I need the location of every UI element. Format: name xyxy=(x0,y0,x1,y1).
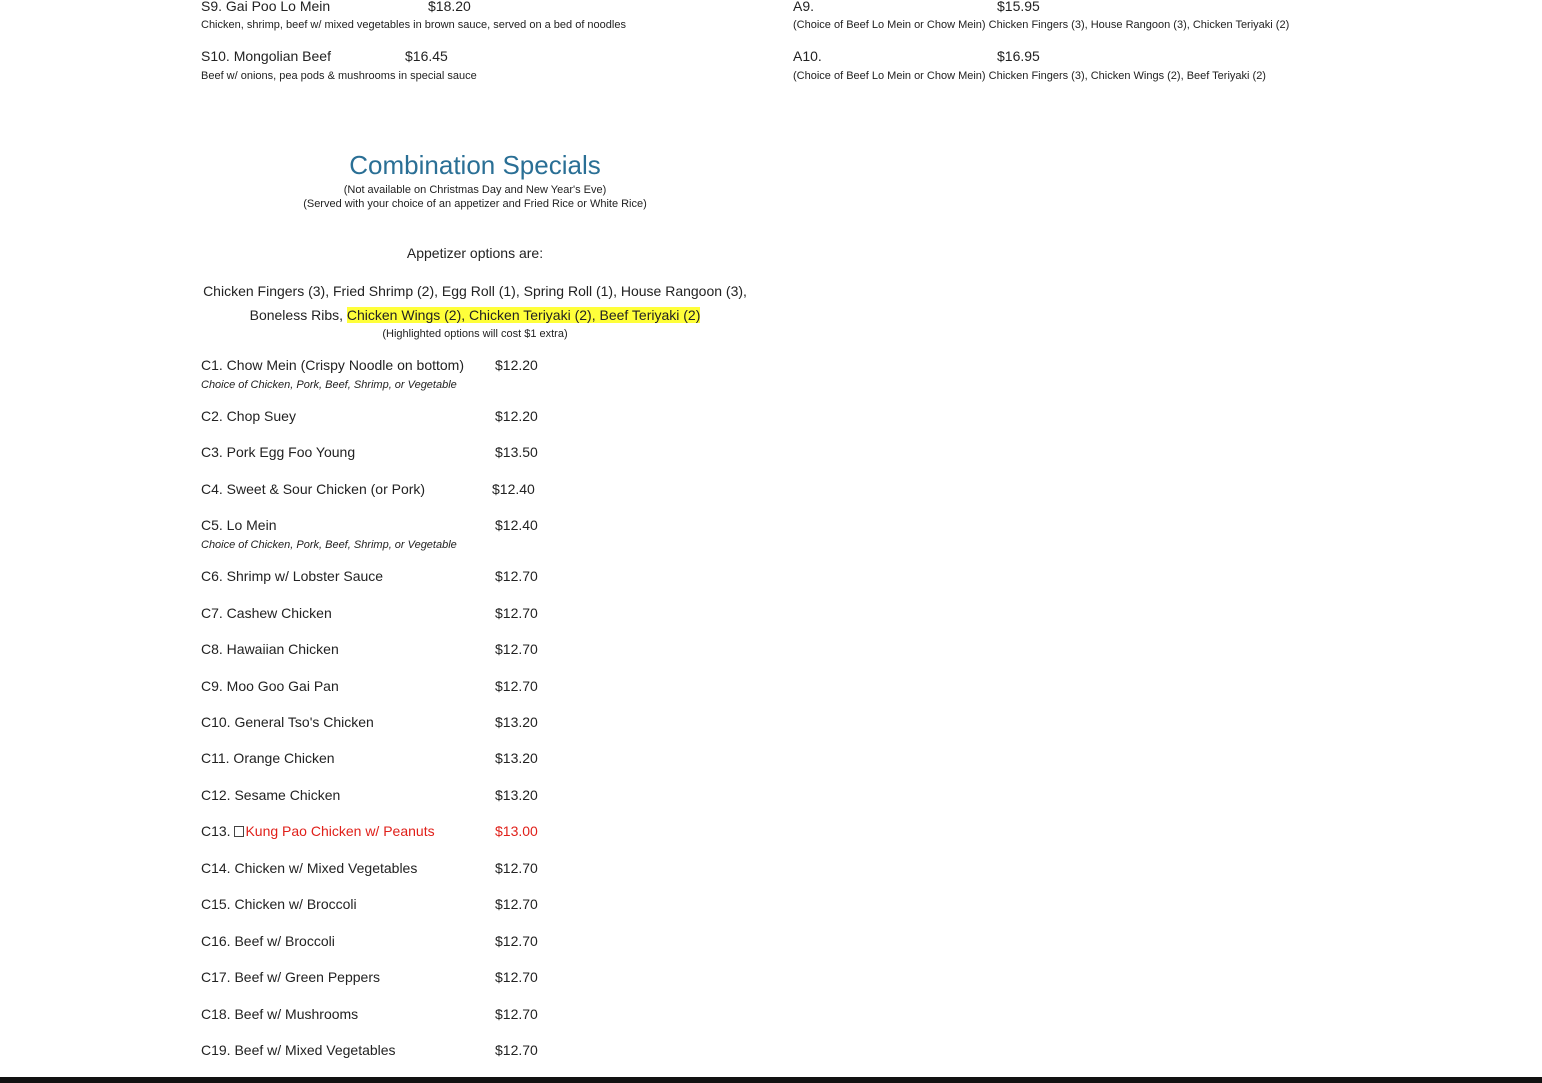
menu-item-description: Chicken, shrimp, beef w/ mixed vegetables in brown sauce, served on a bed of noodles xyxy=(201,19,626,31)
menu-item-name: C7. Cashew Chicken xyxy=(201,605,332,621)
menu-item-name: C5. Lo Mein xyxy=(201,517,277,533)
menu-item-name: C9. Moo Goo Gai Pan xyxy=(201,678,339,694)
menu-item-name: Kung Pao Chicken w/ Peanuts xyxy=(245,823,435,839)
menu-item-price: $12.70 xyxy=(495,605,538,621)
highlight-note: (Highlighted options will cost $1 extra) xyxy=(382,328,568,340)
menu-item-price: $12.70 xyxy=(495,568,538,584)
menu-item-price: $15.95 xyxy=(997,0,1040,14)
menu-item-name: C15. Chicken w/ Broccoli xyxy=(201,896,357,912)
appetizer-heading: Appetizer options are: xyxy=(406,245,544,261)
menu-item-price: $13.20 xyxy=(495,750,538,766)
menu-item-description: (Choice of Beef Lo Mein or Chow Mein) Chicken Fingers (3), Chicken Wings (2), Beef Teriyaki (2) xyxy=(793,70,1266,82)
menu-item-name: C12. Sesame Chicken xyxy=(201,787,341,803)
menu-item-description: Choice of Chicken, Pork, Beef, Shrimp, or Vegetable xyxy=(201,379,457,391)
menu-item-name: C2. Chop Suey xyxy=(201,408,296,424)
menu-item-description: Beef w/ onions, pea pods & mushrooms in special sauce xyxy=(201,70,477,82)
menu-item-price: $12.70 xyxy=(495,641,538,657)
menu-item-spicy xyxy=(201,822,435,840)
menu-item-price: $18.20 xyxy=(428,0,471,14)
menu-item-name: C8. Hawaiian Chicken xyxy=(201,641,339,657)
menu-item-price: $12.20 xyxy=(495,357,538,373)
menu-item-name: C19. Beef w/ Mixed Vegetables xyxy=(201,1042,396,1058)
menu-item-name: C14. Chicken w/ Mixed Vegetables xyxy=(201,860,418,876)
menu-item-price: $13.20 xyxy=(495,787,538,803)
menu-item-name: A9. xyxy=(793,0,815,14)
menu-item-name: C6. Shrimp w/ Lobster Sauce xyxy=(201,568,384,584)
menu-item-name: C16. Beef w/ Broccoli xyxy=(201,933,335,949)
menu-item-price: $13.20 xyxy=(495,714,538,730)
serving-note: (Served with your choice of an appetizer and Fried Rice or White Rice) xyxy=(303,198,647,210)
menu-item-name: C1. Chow Mein (Crispy Noodle on bottom) xyxy=(201,357,464,373)
menu-item-name: C11. Orange Chicken xyxy=(201,750,335,766)
availability-note: (Not available on Christmas Day and New Year's Eve) xyxy=(343,184,607,196)
menu-item-price: $12.70 xyxy=(495,1006,538,1022)
menu-item-price: $12.70 xyxy=(495,896,538,912)
appetizer-options-standard: Chicken Fingers (3), Fried Shrimp (2), Egg Roll (1), Spring Roll (1), House Rangoon (3), Boneless Ribs, xyxy=(203,283,747,323)
menu-item-description: (Choice of Beef Lo Mein or Chow Mein) Chicken Fingers (3), House Rangoon (3), Chicken Teriyaki (2) xyxy=(793,19,1290,31)
menu-item-name: C3. Pork Egg Foo Young xyxy=(201,444,356,460)
menu-item-name: C10. General Tso's Chicken xyxy=(201,714,374,730)
menu-item-price: $12.70 xyxy=(495,860,538,876)
menu-item-price: $16.95 xyxy=(997,48,1040,64)
menu-item-price: $12.70 xyxy=(495,933,538,949)
menu-item-price: $12.40 xyxy=(495,517,538,533)
menu-item-description: Choice of Chicken, Pork, Beef, Shrimp, or Vegetable xyxy=(201,539,457,551)
footer-divider xyxy=(0,1077,1542,1083)
menu-item-name: C4. Sweet & Sour Chicken (or Pork) xyxy=(201,481,426,497)
menu-item-name: S10. Mongolian Beef xyxy=(201,48,331,64)
menu-item-name: A10. xyxy=(793,48,822,64)
menu-item-name: C17. Beef w/ Green Peppers xyxy=(201,969,380,985)
menu-item-price: $12.70 xyxy=(495,969,538,985)
menu-item-price: $12.70 xyxy=(495,1042,538,1058)
appetizer-options xyxy=(200,279,750,327)
menu-item-price: $13.50 xyxy=(495,444,538,460)
menu-item-price: $16.45 xyxy=(405,48,448,64)
menu-item-price: $12.70 xyxy=(495,678,538,694)
menu-item-number: C13. xyxy=(201,823,235,839)
appetizer-options-highlighted: Chicken Wings (2), Chicken Teriyaki (2), Beef Teriyaki (2) xyxy=(346,307,701,323)
spicy-icon xyxy=(234,826,244,837)
menu-item-price: $12.40 xyxy=(492,481,535,497)
menu-item-price: $12.20 xyxy=(495,408,538,424)
menu-item-name: S9. Gai Poo Lo Mein xyxy=(201,0,331,14)
menu-item-name: C18. Beef w/ Mushrooms xyxy=(201,1006,359,1022)
menu-item-price: $13.00 xyxy=(495,823,538,839)
section-title: Combination Specials xyxy=(349,150,601,180)
